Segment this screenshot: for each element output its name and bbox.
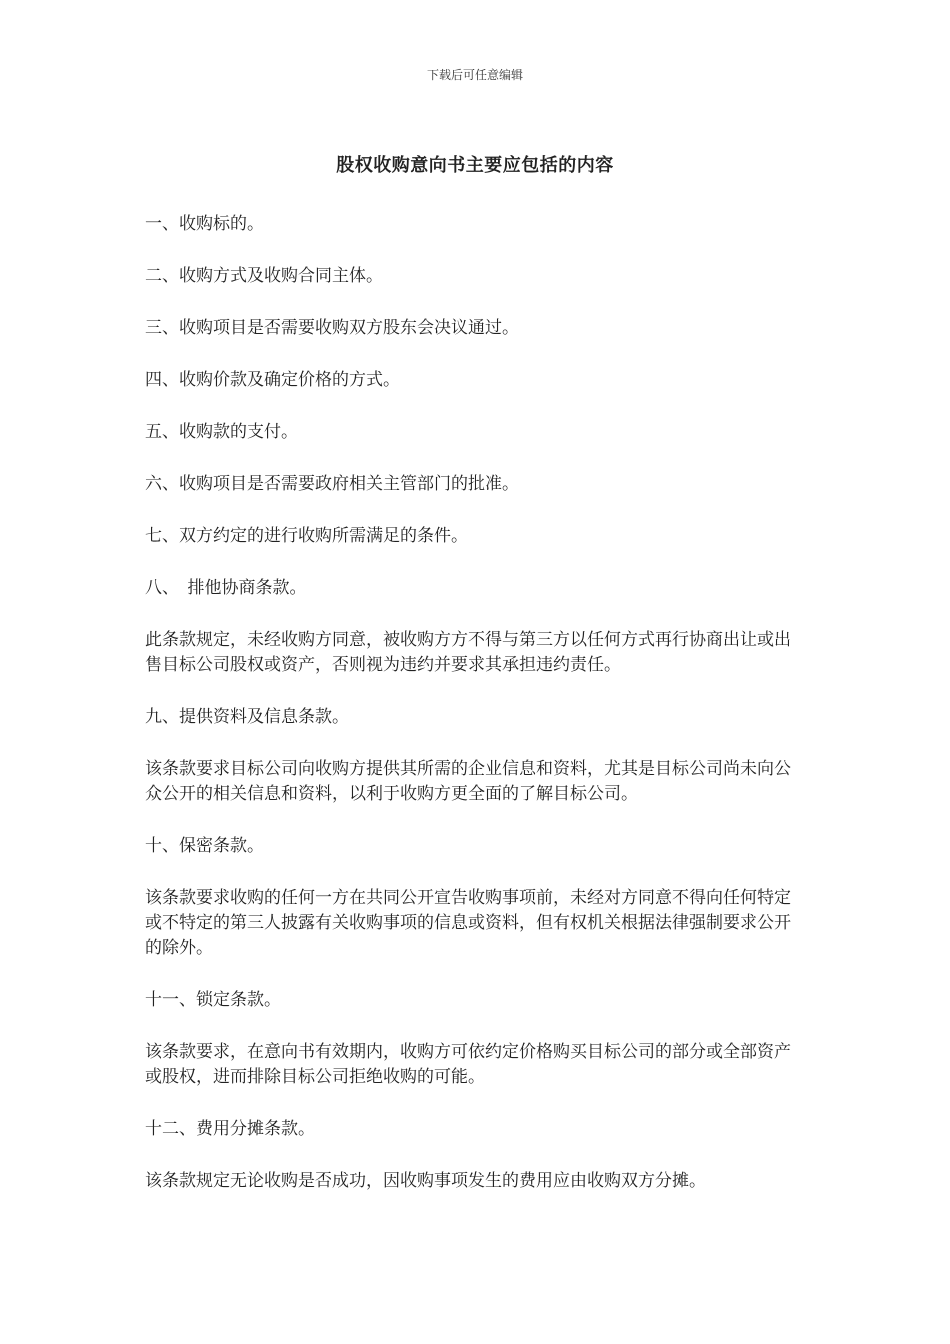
clause-heading-1: 一、收购标的。 bbox=[145, 214, 264, 234]
header-note: 下载后可任意编辑 bbox=[426, 68, 523, 82]
clause-body-10: 该条款要求收购的任何一方在共同公开宣告收购事项前，未经对方同意不得向任何特定或不特定的第三人披露有关收购事项的信息或资料，但有权机关根据法律强制要求公开的除外。 bbox=[145, 888, 791, 958]
clause-heading-8: 八、 排他协商条款。 bbox=[145, 578, 307, 598]
clause-body-12: 该条款规定无论收购是否成功，因收购事项发生的费用应由收购双方分摊。 bbox=[145, 1171, 706, 1191]
document-body bbox=[145, 212, 800, 1221]
clause-heading-4: 四、收购价款及确定价格的方式。 bbox=[145, 370, 400, 390]
clause-body-9: 该条款要求目标公司向收购方提供其所需的企业信息和资料，尤其是目标公司尚未向公众公开的相关信息和资料，以利于收购方更全面的了解目标公司。 bbox=[145, 759, 791, 804]
clause-heading-5: 五、收购款的支付。 bbox=[145, 422, 298, 442]
clause-body-8: 此条款规定，未经收购方同意，被收购方方不得与第三方以任何方式再行协商出让或出售目标公司股权或资产，否则视为违约并要求其承担违约责任。 bbox=[145, 630, 791, 675]
clause-heading-3: 三、收购项目是否需要收购双方股东会决议通过。 bbox=[145, 318, 519, 338]
clause-heading-10: 十、保密条款。 bbox=[145, 836, 264, 856]
clause-heading-7: 七、双方约定的进行收购所需满足的条件。 bbox=[145, 526, 468, 546]
clause-heading-9: 九、提供资料及信息条款。 bbox=[145, 707, 349, 727]
clause-heading-6: 六、收购项目是否需要政府相关主管部门的批准。 bbox=[145, 474, 519, 494]
clause-heading-12: 十二、费用分摊条款。 bbox=[145, 1119, 315, 1139]
clause-heading-11: 十一、锁定条款。 bbox=[145, 990, 281, 1010]
clause-heading-2: 二、收购方式及收购合同主体。 bbox=[145, 266, 383, 286]
clause-body-11: 该条款要求，在意向书有效期内，收购方可依约定价格购买目标公司的部分或全部资产或股权，进而排除目标公司拒绝收购的可能。 bbox=[145, 1042, 791, 1087]
document-title: 股权收购意向书主要应包括的内容 bbox=[336, 155, 614, 176]
